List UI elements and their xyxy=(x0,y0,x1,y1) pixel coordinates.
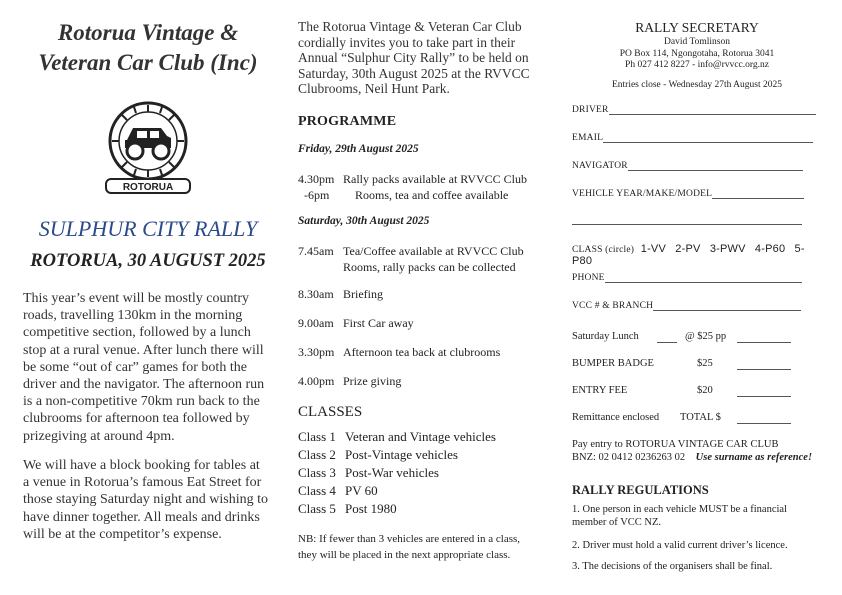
class-option-3[interactable]: 3-PWV xyxy=(709,243,746,255)
remittance-label: Remittance enclosed xyxy=(572,412,660,423)
navigator-line[interactable] xyxy=(628,161,803,171)
event-time: -6pm xyxy=(304,188,330,202)
reference-note: Use surname as reference! xyxy=(695,451,813,463)
para1-line: competitive section, followed by a lunch xyxy=(23,325,251,341)
class-row xyxy=(298,483,378,499)
total-line[interactable] xyxy=(737,423,791,424)
programme-heading: PROGRAMME xyxy=(298,114,397,129)
logo-text: ROTORUA xyxy=(122,182,174,193)
vehicle-label: VEHICLE YEAR/MAKE/MODEL xyxy=(572,189,713,199)
lunch-total-line[interactable] xyxy=(737,342,791,343)
event-5 xyxy=(298,373,548,389)
phone-label: PHONE xyxy=(572,273,605,283)
entry-fee-total-line[interactable] xyxy=(737,396,791,397)
club-logo-icon xyxy=(103,100,193,195)
event-time: 8.30am xyxy=(298,287,334,301)
phone-field[interactable] xyxy=(572,273,802,283)
reg1-line-2: member of VCC NZ. xyxy=(572,517,662,528)
vehicle-field[interactable] xyxy=(572,189,804,199)
event-1 xyxy=(298,243,548,275)
para2-line: We will have a block booking for tables at xyxy=(23,458,260,473)
day2-heading: Saturday, 30th August 2025 xyxy=(298,215,430,227)
description-paragraph-1 xyxy=(23,290,273,445)
class-desc: Post 1980 xyxy=(345,501,397,516)
navigator-label: NAVIGATOR xyxy=(572,161,628,171)
email-field[interactable] xyxy=(572,133,813,143)
event-desc: Tea/Coffee available at RVVCC Club xyxy=(343,244,524,258)
class-label: Class 1 xyxy=(298,429,336,444)
entry-fee-label: ENTRY FEE xyxy=(572,385,628,396)
event-time: 4.00pm xyxy=(298,374,335,388)
driver-line[interactable] xyxy=(609,105,816,115)
intro-line: Annual “Sulphur City Rally” to be held on xyxy=(298,50,529,66)
event-3 xyxy=(298,315,548,331)
para2-line: a venue in Rotorua’s famous Eat Street for xyxy=(23,475,262,491)
driver-field[interactable] xyxy=(572,105,816,115)
regulations-heading: RALLY REGULATIONS xyxy=(572,483,709,497)
para1-line: is a non-competitive 70km run back to the xyxy=(23,394,260,410)
class-label: Class 4 xyxy=(298,483,336,498)
entry-fee-row[interactable] xyxy=(572,385,713,396)
event-desc: Afternoon tea back at clubrooms xyxy=(343,345,501,359)
rally-title: SULPHUR CITY RALLY xyxy=(38,216,258,241)
event-desc: Rally packs available at RVVCC Club xyxy=(343,172,528,186)
total-label: TOTAL $ xyxy=(680,412,721,423)
intro-line: The Rotorua Vintage & Veteran Car Club xyxy=(298,19,522,34)
regulation-3: 3. The decisions of the organisers shall be final. xyxy=(572,561,773,572)
event-desc: Prize giving xyxy=(343,374,402,388)
badge-total-line[interactable] xyxy=(737,369,791,370)
regulation-2: 2. Driver must hold a valid current driver’s licence. xyxy=(572,540,788,551)
club-title-line-2: Veteran Car Club (Inc) xyxy=(38,50,258,75)
class-desc: PV 60 xyxy=(345,483,378,498)
secretary-contact: Ph 027 412 8227 - info@rvvcc.org.nz xyxy=(625,60,769,70)
event-4 xyxy=(298,344,548,360)
entries-close: Entries close - Wednesday 27th August 2025 xyxy=(611,80,783,90)
class-row xyxy=(298,447,458,463)
para1-line: driver and the navigator. The afternoon run xyxy=(23,377,265,393)
event-time: 4.30pm xyxy=(298,172,335,186)
invitation-intro xyxy=(298,19,548,97)
class-note xyxy=(298,531,548,563)
event-2 xyxy=(298,286,548,302)
event-desc: Rooms, tea and coffee available xyxy=(355,188,509,202)
vcc-label: VCC # & BRANCH xyxy=(572,301,654,311)
lunch-row[interactable] xyxy=(572,331,727,342)
club-title xyxy=(18,18,278,78)
reg1-line-1: 1. One person in each vehicle MUST be a financial xyxy=(572,504,787,515)
event-time: 3.30pm xyxy=(298,345,335,359)
class-desc: Post-Vintage vehicles xyxy=(345,447,458,462)
event-desc: First Car away xyxy=(343,316,414,330)
vehicle-line-2[interactable] xyxy=(572,224,802,225)
lunch-price: @ $25 pp xyxy=(685,331,727,342)
note-line: they will be placed in the next appropriate class. xyxy=(298,549,511,561)
pay-line-1: Pay entry to ROTORUA VINTAGE CAR CLUB xyxy=(572,439,779,450)
class-field[interactable] xyxy=(572,243,822,267)
class-row xyxy=(298,501,397,517)
regulation-1 xyxy=(572,503,822,529)
remittance-row[interactable] xyxy=(572,412,721,423)
entry-fee-price: $20 xyxy=(697,385,713,396)
class-label: Class 5 xyxy=(298,501,336,516)
email-label: EMAIL xyxy=(572,133,604,143)
bank-account: BNZ: 02 0412 0236263 02 xyxy=(572,451,686,463)
badge-label: BUMPER BADGE xyxy=(572,358,654,369)
para2-line: have dinner together. All meals and drinks xyxy=(23,509,260,525)
rally-subtitle: ROTORUA, 30 AUGUST 2025 xyxy=(30,251,266,271)
badge-row[interactable] xyxy=(572,358,713,369)
lunch-label: Saturday Lunch xyxy=(572,331,639,342)
vcc-field[interactable] xyxy=(572,301,801,311)
badge-price: $25 xyxy=(697,358,713,369)
note-line: NB: If fewer than 3 vehicles are entered in a class, xyxy=(298,533,521,545)
class-option-1[interactable]: 1-VV xyxy=(640,243,667,255)
intro-line: Clubrooms, Neil Hunt Park. xyxy=(298,81,450,97)
para2-line: will be at the competitor’s expense. xyxy=(23,526,222,542)
event-time: 9.00am xyxy=(298,316,334,330)
event-time: 7.45am xyxy=(298,244,334,258)
classes-heading: CLASSES xyxy=(298,404,363,420)
day1-event xyxy=(298,171,548,203)
para1-line: This year’s event will be mostly country xyxy=(23,291,250,306)
class-label: Class 3 xyxy=(298,465,336,480)
event-desc: Briefing xyxy=(343,287,383,301)
secretary-heading: RALLY SECRETARY xyxy=(635,20,759,35)
class-row xyxy=(298,465,439,481)
intro-line: Saturday, 30th August 2025 at the RVVCC xyxy=(298,65,530,81)
phone-line[interactable] xyxy=(605,273,802,283)
vehicle-line[interactable] xyxy=(712,189,804,199)
email-line[interactable] xyxy=(603,133,813,143)
class-option-5[interactable]: 5-P80 xyxy=(572,243,805,267)
class-option-4[interactable]: 4-P60 xyxy=(754,243,786,255)
class-label: Class 2 xyxy=(298,447,336,462)
payment-info xyxy=(572,439,812,464)
vcc-line[interactable] xyxy=(653,301,801,311)
club-title-line-1: Rotorua Vintage & xyxy=(57,20,239,45)
para1-line: be some “out of car” games for both the xyxy=(23,359,247,375)
class-desc: Post-War vehicles xyxy=(345,465,439,480)
lunch-qty-line[interactable] xyxy=(657,342,677,343)
event-desc-2: Rooms, rally packs can be collected xyxy=(343,260,516,274)
club-logo xyxy=(103,100,193,195)
intro-line: cordially invites you to take part in their xyxy=(298,34,516,50)
class-row xyxy=(298,429,496,445)
para2-line: those staying Saturday night and wishing to xyxy=(23,492,268,508)
day1-heading: Friday, 29th August 2025 xyxy=(298,143,419,155)
secretary-name: David Tomlinson xyxy=(664,37,730,47)
para1-line: prizegiving at around 4pm. xyxy=(23,428,175,444)
navigator-field[interactable] xyxy=(572,161,803,171)
para1-line: roads, travelling 130km in the morning xyxy=(23,308,243,324)
class-desc: Veteran and Vintage vehicles xyxy=(345,429,496,444)
secretary-address: PO Box 114, Ngongotaha, Rotorua 3041 xyxy=(619,49,775,59)
class-option-2[interactable]: 2-PV xyxy=(675,243,701,255)
driver-label: DRIVER xyxy=(572,105,609,115)
description-paragraph-2 xyxy=(23,457,273,543)
para1-line: clubrooms for afternoon tea followed by xyxy=(23,411,250,427)
class-circle-label: CLASS (circle) xyxy=(572,245,635,255)
para1-line: stop at a rural venue. After lunch there will xyxy=(23,342,264,358)
